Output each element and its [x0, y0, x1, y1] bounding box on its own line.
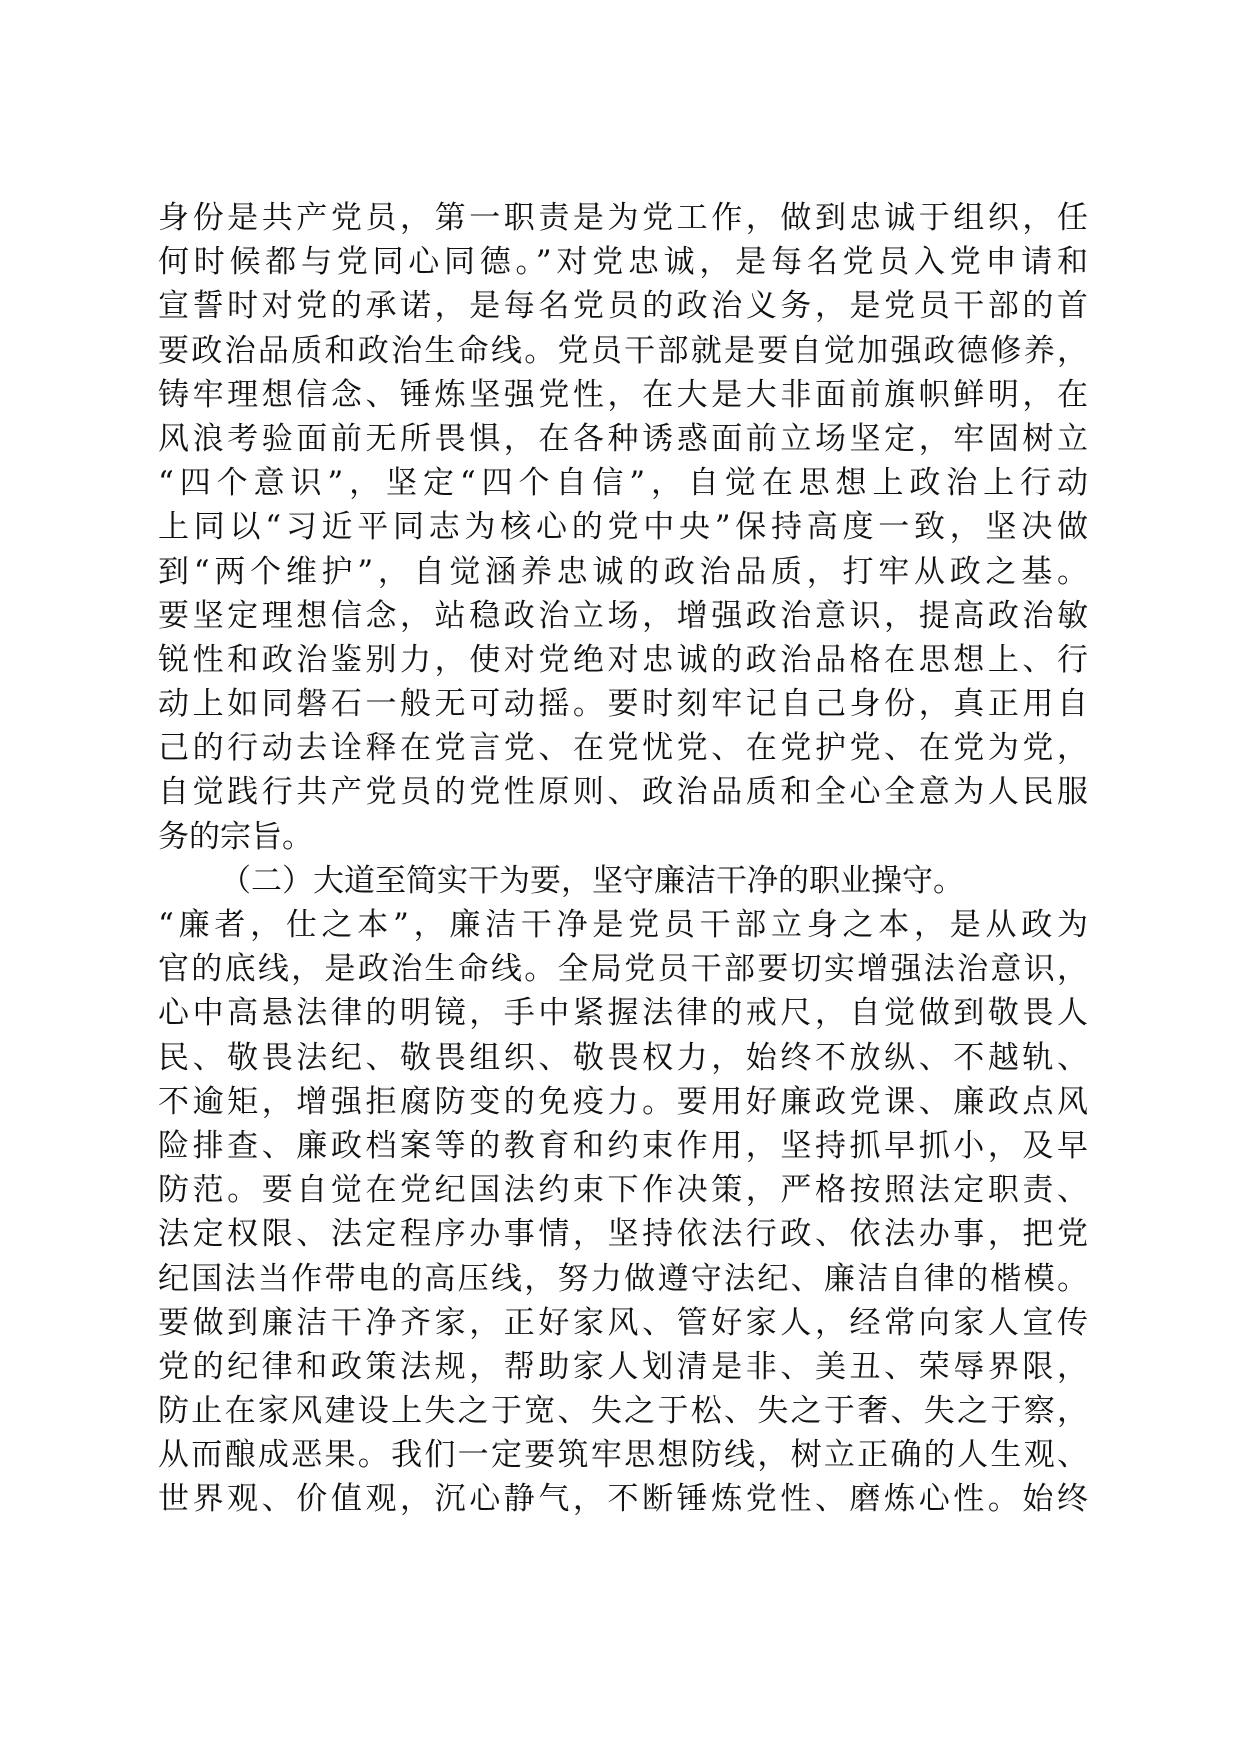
text-line: 要做到廉洁干净齐家，正好家风、管好家人，经常向家人宣传 — [158, 1304, 1088, 1341]
text-line: 动上如同磐石一般无可动摇。要时刻牢记自己身份，真正用自 — [158, 686, 1088, 723]
text-line: 自觉践行共产党员的党性原则、政治品质和全心全意为人民服 — [158, 774, 1088, 811]
text-line: 法定权限、法定程序办事情，坚持依法行政、依法办事，把党 — [158, 1216, 1088, 1253]
text-line: 民、敬畏法纪、敬畏组织、敬畏权力，始终不放纵、不越轨、 — [158, 1039, 1088, 1076]
text-line: 世界观、价值观，沉心静气，不断锤炼党性、磨炼心性。始终 — [158, 1481, 1088, 1518]
section-heading: （二）大道至简实干为要，坚守廉洁干净的职业操守。 — [220, 862, 964, 899]
text-line: 党的纪律和政策法规，帮助家人划清是非、美丑、荣辱界限， — [158, 1348, 1088, 1385]
text-line: 何时候都与党同心同德。”对党忠诚，是每名党员入党申请和 — [158, 244, 1088, 281]
text-line: 身份是共产党员，第一职责是为党工作，做到忠诚于组织，任 — [158, 200, 1088, 236]
text-line: “四个意识”，坚定“四个自信”，自觉在思想上政治上行动 — [158, 465, 1088, 502]
text-line: 纪国法当作带电的高压线，努力做遵守法纪、廉洁自律的楷模。 — [158, 1260, 1088, 1297]
text-line: 从而酿成恶果。我们一定要筑牢思想防线，树立正确的人生观、 — [158, 1437, 1088, 1474]
text-line: 防范。要自觉在党纪国法约束下作决策，严格按照法定职责、 — [158, 1172, 1088, 1209]
text-line: 险排查、廉政档案等的教育和约束作用，坚持抓早抓小，及早 — [158, 1127, 1088, 1164]
body-text — [158, 196, 1088, 1522]
text-line: “廉者，仕之本”，廉洁干净是党员干部立身之本，是从政为 — [158, 907, 1088, 943]
text-line: 己的行动去诠释在党言党、在党忧党、在党护党、在党为党， — [158, 730, 1088, 767]
text-line: 锐性和政治鉴别力，使对党绝对忠诚的政治品格在思想上、行 — [158, 641, 1088, 678]
text-line: 官的底线，是政治生命线。全局党员干部要切实增强法治意识， — [158, 951, 1088, 988]
text-line: 铸牢理想信念、锤炼坚强党性，在大是大非面前旗帜鲜明，在 — [158, 376, 1088, 413]
text-line: 要政治品质和政治生命线。党员干部就是要自觉加强政德修养， — [158, 332, 1088, 369]
text-line: 风浪考验面前无所畏惧，在各种诱惑面前立场坚定，牢固树立 — [158, 420, 1088, 457]
text-line: 上同以“习近平同志为核心的党中央”保持高度一致，坚决做 — [158, 509, 1088, 546]
text-line: 防止在家风建设上失之于宽、失之于松、失之于奢、失之于察， — [158, 1393, 1088, 1430]
text-line: 到“两个维护”，自觉涵养忠诚的政治品质，打牢从政之基。 — [158, 553, 1088, 590]
text-line: 要坚定理想信念，站稳政治立场，增强政治意识，提高政治敏 — [158, 597, 1088, 634]
text-line: 心中高悬法律的明镜，手中紧握法律的戒尺，自觉做到敬畏人 — [158, 995, 1088, 1032]
text-line: 务的宗旨。 — [158, 818, 313, 855]
text-line: 宣誓时对党的承诺，是每名党员的政治义务，是党员干部的首 — [158, 288, 1088, 325]
text-line: 不逾矩，增强拒腐防变的免疫力。要用好廉政党课、廉政点风 — [158, 1083, 1088, 1120]
